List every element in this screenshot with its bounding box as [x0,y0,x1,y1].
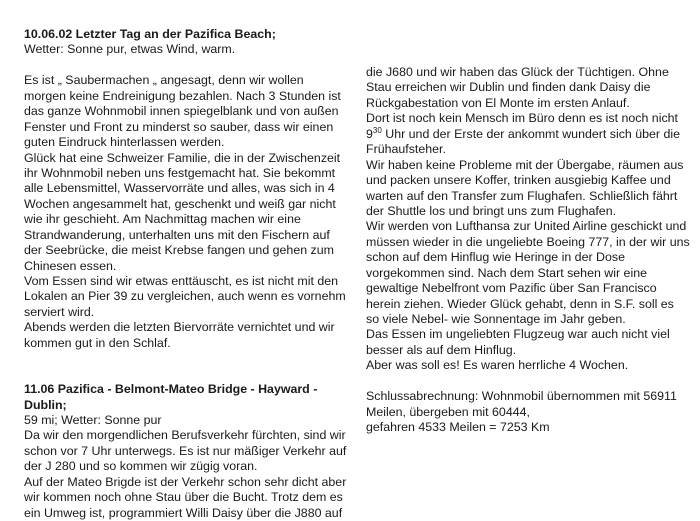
summary-line: Schlussabrechnung: Wohnmobil übernommen mit 56911 [366,389,677,404]
time-hour: 9 [366,126,373,141]
text-line: alle Lebensmittel, Wasservorräte und alles, was sich in 4 [24,181,335,196]
text-line: schon auf dem Hinflug wie Heringe in der Dose [366,250,625,265]
text-line: Strandwanderung, unterhalten uns mit den Fischern auf [24,227,330,242]
entry-title: 10.06.02 Letzter Tag an der Pazifica Beach; [24,27,276,41]
text-line: der Seebrücke, die meist Krebse fangen und gehen zum [24,243,334,258]
paragraph-gap [366,374,690,389]
entry-title: Dublin; [24,397,67,412]
text-line: herein ziehen. Wieder Glück gehabt, denn in S.F. soll es [366,296,674,311]
text-line: Aber was soll es! Es waren herrliche 4 Wochen. [366,358,629,373]
text-line: Chinesen essen. [24,258,117,273]
text-line: Fenster und Front zu minderst so sauber, dass wir einen [24,119,334,134]
entry-weather: 59 mi; Wetter: Sonne pur [24,412,162,427]
text-line: Das Essen im ungeliebten Flugzeug war auch nicht viel [366,327,670,342]
text-line: Abends werden die letzten Biervorräte vernichtet und wir [24,320,335,335]
text-line: müssen wieder in die ungeliebte Boeing 777, in der wir uns [366,234,690,249]
text-line: Da wir den morgendlichen Berufsverkehr fürchten, sind wir [24,428,346,443]
entry-weather: Wetter: Sonne pur, etwas Wind, warm. [24,42,236,57]
text-line: Glück hat eine Schweizer Familie, die in der Zwischenzeit [24,150,341,165]
text-line: Wir werden von Lufthansa zur United Airline geschickt und [366,219,687,234]
text-line: Frühaufsteher. [366,142,446,157]
summary-line: gefahren 4533 Meilen = 7253 Km [366,420,550,435]
entry-body [24,73,346,351]
text-line: Rückgabestation von El Monte im ersten Anlauf. [366,95,630,110]
text-line: Lokalen an Pier 39 zu vergleichen, auch wenn es vornehm [24,289,346,304]
text-line: warten auf den Transfer zum Flughafen. Schließlich fährt [366,188,678,203]
text-line: serviert wird. [24,304,95,319]
text-line: wie ihr geschieht. Am Nachmittag machen wir eine [24,212,301,227]
text-line: das ganze Wohnmobil innen spiegelblank und von außen [24,104,339,119]
text-line: wir kommen noch ohne Stau über die Bucht. Trotz dem es [24,490,343,505]
text-line: die J680 und wir haben das Glück der Tüchtigen. Ohne [366,65,669,79]
text-line: Auf der Mateo Brigde ist der Verkehr schon sehr dicht aber [24,474,347,489]
text-line: der J 280 und so kommen wir zügig voran. [24,459,258,474]
text-line: und packen unsere Koffer, trinken ausgiebig Kaffee und [366,173,671,188]
text-line: der Shuttle los und bringt uns zum Flughafen. [366,203,617,218]
text-line: ihr Wohnmobil neben uns festgemacht hat. Sie bekommt [24,165,336,180]
text-line: Es ist „ Saubermachen „ angesagt, denn wir wollen [24,73,304,88]
time-line [366,127,690,142]
summary [366,389,690,435]
time-line-text: Uhr und der Erste der ankommt wundert sich über die [381,126,681,141]
text-line: ein Umweg ist, programmiert Willi Daisy über die J880 auf [24,505,343,520]
paragraph-gap [24,58,346,73]
entry-body [24,428,346,521]
text-line: Wir haben keine Probleme mit der Übergabe, räumen aus [366,157,684,172]
text-line: vorgekommen sind. Nach dem Start sehen wir eine [366,265,647,280]
text-line: kommen gut in den Schlaf. [24,335,171,350]
section-gap [24,351,346,382]
text-line: morgen keine Endreinigung bezahlen. Nach 3 Stunden ist [24,88,341,103]
text-line: so viele Nebel- wie Sonnentage im Jahr geben. [366,312,626,326]
text-line: schon vor 7 Uhr unterwegs. Es ist nur mäßiger Verkehr auf [24,443,347,458]
left-column [24,27,346,521]
text-line: Vom Essen sind wir etwas enttäuscht, es ist nicht mit den [24,274,339,288]
text-line: Dort ist noch kein Mensch im Büro denn es ist noch nicht [366,111,678,126]
entry-title: 11.06 Pazifica - Belmont-Mateo Bridge - Hayward - [24,382,318,397]
text-line: gewaltige Nebelfront vom Pazific über San Francisco [366,281,657,296]
text-line: guten Eindruck hinterlassen werden. [24,135,225,150]
summary-line: Meilen, übergeben mit 60444, [366,404,530,419]
time-minutes: 30 [372,125,382,135]
text-line: Wochen angesammelt hat, geschenkt und weiß gar nicht [24,196,336,211]
right-column [366,65,690,436]
text-line: Stau erreichen wir Dublin und finden dank Daisy die [366,80,651,95]
text-line: besser als auf dem Hinflug. [366,342,517,357]
